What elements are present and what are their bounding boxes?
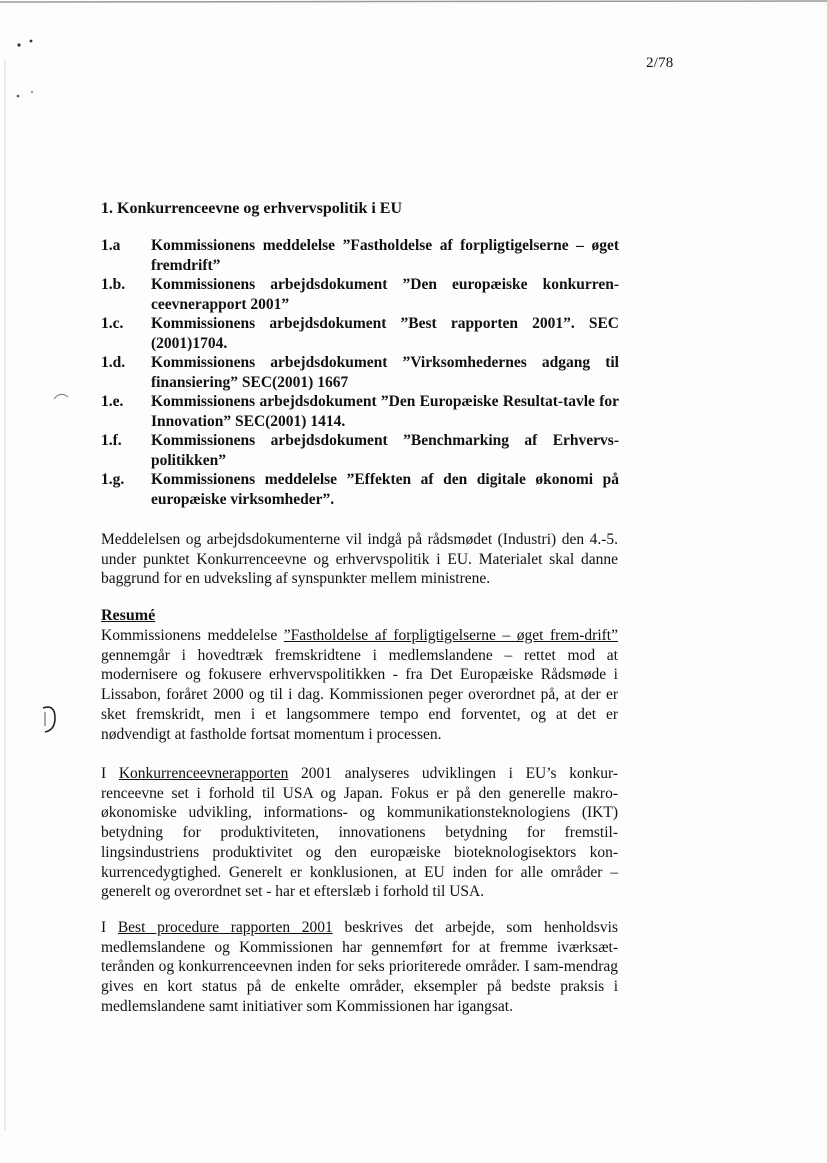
document-reference: ”Fastholdelse af forpligtigelserne – øget frem-drift” (283, 627, 618, 644)
resume-title: Resumé (101, 607, 156, 624)
item-text: Kommissionens arbejdsdokument ”Den europæiske konkurren-ceevnerapport 2001” (151, 276, 619, 313)
agenda-item (101, 470, 619, 509)
paragraph-text: I (101, 765, 119, 782)
item-text: Kommissionens meddelelse ”Effekten af den digitale økonomi på europæiske virksomheder”. (151, 471, 619, 508)
resume-paragraph-1 (101, 626, 618, 744)
item-text: Kommissionens arbejdsdokument ”Best rapporten 2001”. SEC (2001)1704. (151, 315, 619, 352)
document-reference: Konkurrenceevnerapporten (118, 765, 289, 782)
paragraph-text: gennemgår i hovedtræk fremskridtene i medlemslandene – rettet mod at modernisere og fokusere erhvervspolitikken - fra Det Europæiske Rådsmøde i Lissabon, foråret 2000 og til i dag. Kommissionen peger overordnet på, at der er sket fremskridt, men i et langsommere tempo end forventet, og at det er nødvendigt at fastholde fortsat momentum i processen. (101, 646, 618, 743)
item-number: 1.d. (101, 354, 126, 371)
intro-paragraph: Meddelelsen og arbejdsdokumenterne vil indgå på rådsmødet (Industri) den 4.-5. under punktet Konkurrenceevne og erhvervspolitik i EU. Materialet skal danne baggrund for en udveksling af synspunkter mellem ministrene. (101, 531, 618, 588)
paragraph-text: 2001 analyseres udviklingen i EU’s konkur-renceevne set i forhold til USA og Japan. Fokus er på den generelle makro-økonomiske udvikling, informations- og kommunikationsteknologiens (IKT) betydning for produktiviteten, innovationens betydning for fremstil-lingsindustriens produktivitet og den europæiske bioteknologisektors kon-kurrencedygtighed. Generelt er konklusionen, at EU inden for alle områder – generelt og overordnet set - har et efterslæb i forhold til USA. (101, 765, 618, 901)
item-number: 1.a (101, 237, 121, 254)
section-heading: 1. Konkurrenceevne og erhvervspolitik i EU (101, 200, 403, 217)
agenda-item (101, 275, 619, 314)
agenda-item (101, 431, 619, 470)
item-text: Kommissionens arbejdsdokument ”Benchmarking af Erhvervs-politikken” (151, 432, 619, 469)
item-text: Kommissionens arbejdsdokument ”Den Europæiske Resultat-tavle for Innovation” SEC(2001) 1414. (151, 393, 619, 430)
item-number: 1.f. (101, 432, 122, 449)
agenda-item (101, 353, 619, 392)
paragraph-text: Kommissionens meddelelse (101, 627, 284, 644)
paragraph-text: I (101, 919, 118, 936)
page-number: 2/78 (646, 55, 674, 71)
agenda-item (101, 236, 619, 275)
item-number: 1.c. (101, 315, 124, 332)
item-number: 1.g. (101, 471, 125, 488)
agenda-item (101, 392, 619, 431)
item-text: Kommissionens meddelelse ”Fastholdelse af forpligtigelserne – øget fremdrift” (151, 237, 619, 274)
paragraph-text: beskrives det arbejde, som henholdsvis medlemslandene og Kommissionen har gennemført for at fremme iværksæt-terånden og konkurrenceevnen inden for seks prioriterede områder. I sam-mendrag gives en kort status på de enkelte områder, eksempler på bedste praksis i medlemslandene samt initiativer som Kommissionen har igangsat. (101, 919, 618, 1015)
item-number: 1.b. (101, 276, 126, 293)
resume-paragraph-2 (101, 764, 618, 902)
agenda-item (101, 314, 619, 353)
document-reference: Best procedure rapporten 2001 (117, 919, 333, 936)
resume-paragraph-3 (101, 918, 618, 1017)
agenda-item-list (101, 236, 619, 509)
item-number: 1.e. (101, 393, 124, 410)
item-text: Kommissionens arbejdsdokument ”Virksomhedernes adgang til finansiering” SEC(2001) 1667 (151, 354, 619, 391)
